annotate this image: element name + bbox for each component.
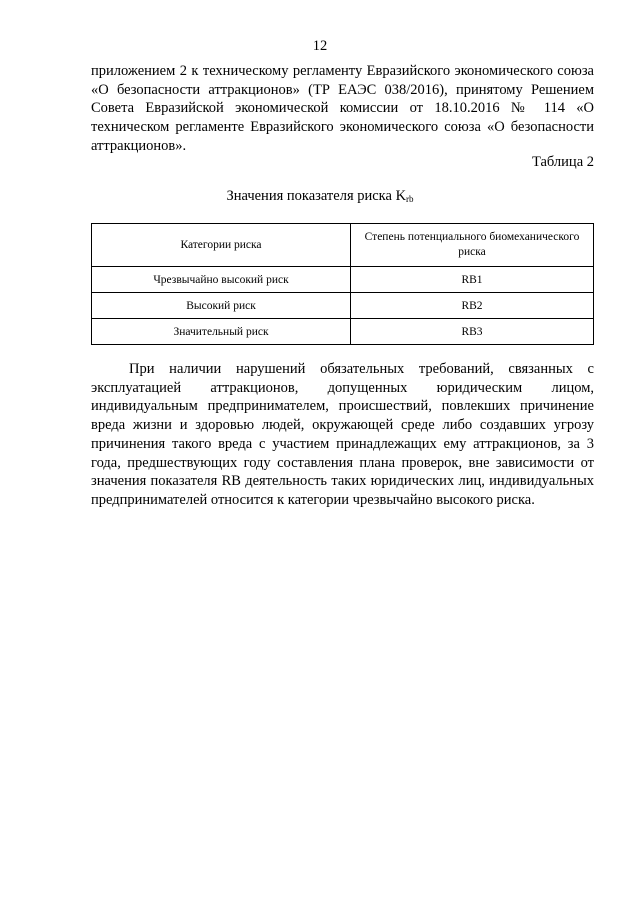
table-row (92, 267, 594, 293)
risk-table (91, 223, 594, 345)
table-title-subscript: rb (406, 194, 414, 204)
table-title-text: Значения показателя риска K (226, 188, 407, 204)
page-number: 12 (312, 38, 328, 54)
table-caption: Таблица 2 (531, 154, 594, 170)
table-cell-category: Чрезвычайно высокий риск (92, 267, 351, 293)
paragraph-top: приложением 2 к техническому регламенту Евразийского экономического союза «О безопасности аттракционов» (ТР ЕАЭС 038/2016), принятому Решением Совета Евразийской экономической комиссии от 18.10.2016 № 114 «О техническом регламенте Евразийского экономического союза «О безопасности аттракционов». (91, 63, 594, 154)
table-cell-degree: RB3 (351, 319, 594, 345)
paragraph-bottom: При наличии нарушений обязательных требований, связанных с эксплуатацией аттракционов, допущенных юридическим лицом, индивидуальным предпринимателем, происшествий, повлекших причинение вреда жизни и здоровью людей, окружающей среде либо создавших угрозу причинения такого вреда с участием принадлежащих ему аттракционов, за 3 года, предшествующих году составления плана проверок, вне зависимости от значения показателя RB деятельность таких юридических лиц, индивидуальных предпринимателей относится к категории чрезвычайно высокого риска. (91, 361, 594, 508)
table-cell-category: Высокий риск (92, 293, 351, 319)
table-cell-degree: RB2 (351, 293, 594, 319)
table-header-row (92, 224, 594, 267)
table-row (92, 293, 594, 319)
table-cell-degree: RB1 (351, 267, 594, 293)
table-row (92, 319, 594, 345)
table-cell-category: Значительный риск (92, 319, 351, 345)
header-risk-category: Категории риска (92, 224, 351, 267)
header-risk-degree: Степень потенциального биомеханического риска (351, 224, 594, 267)
table-title (0, 188, 640, 205)
